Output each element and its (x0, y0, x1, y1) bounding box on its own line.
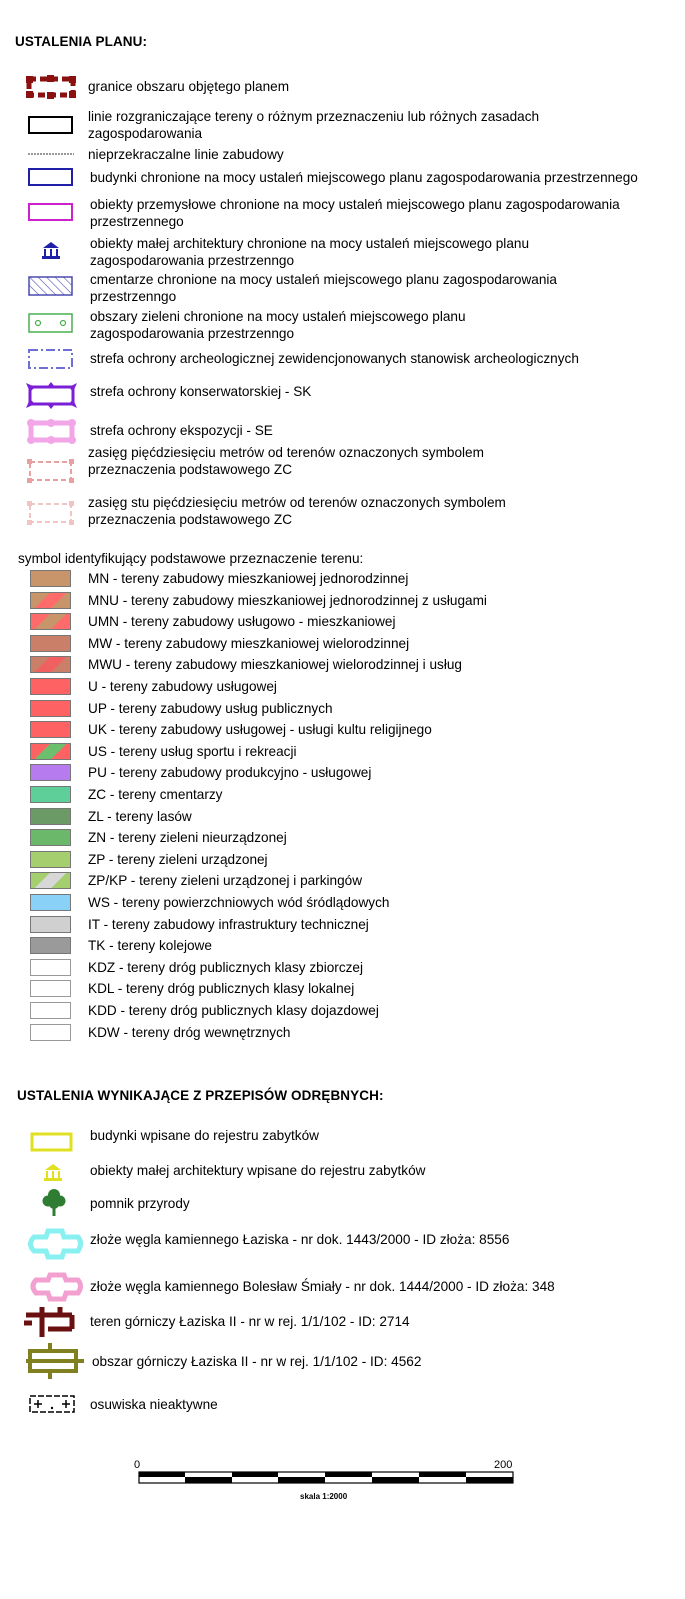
zone-swatch (30, 743, 71, 760)
zone-swatch (30, 916, 71, 933)
scale-start: 0 (134, 1459, 141, 1471)
legend-label: granice obszaru objętego planem (88, 79, 290, 94)
legend-label: linie rozgraniczające tereny o różnym przeznaczeniu lub różnych zasadach (88, 109, 540, 124)
zone-label: KDD - tereny dróg publicznych klasy dojazdowej (88, 1003, 379, 1018)
legend-label: teren górniczy Łaziska II - nr w rej. 1/1/102 - ID: 2714 (90, 1314, 410, 1329)
plan-heading: USTALENIA PLANU: (15, 34, 148, 49)
zone-label: MN - tereny zabudowy mieszkaniowej jednorodzinnej (88, 571, 409, 586)
zone-label: IT - tereny zabudowy infrastruktury technicznej (88, 917, 369, 932)
zc-50m-range-symbol (26, 458, 76, 484)
zone-swatch (30, 700, 71, 717)
conservation-zone-symbol (24, 381, 80, 411)
legend-label: cmentarze chronione na mocy ustaleń miejscowego planu zagospodarowania (90, 272, 557, 287)
exposure-zone-symbol (24, 417, 80, 447)
zone-label: US - tereny usług sportu i rekreacji (88, 744, 297, 759)
zone-swatch (30, 894, 71, 911)
zone-label: ZP - tereny zieleni urządzonej (88, 852, 268, 867)
legend-label-cont: zagospodarowania (88, 126, 203, 141)
scale-end: 200 (494, 1459, 513, 1471)
zone-label: UP - tereny zabudowy usług publicznych (88, 701, 333, 716)
other-heading: USTALENIA WYNIKAJĄCE Z PRZEPISÓW ODRĘBNYCH: (17, 1088, 384, 1103)
zone-label: PU - tereny zabudowy produkcyjno - usługowej (88, 765, 372, 780)
plan-boundary-symbol (24, 74, 78, 100)
zone-swatch (30, 872, 71, 889)
legend-label: budynki wpisane do rejestru zabytków (90, 1128, 319, 1143)
zone-label: KDW - tereny dróg wewnętrznych (88, 1025, 291, 1040)
coal-deposit-boleslaw-symbol (26, 1271, 86, 1305)
zone-swatch (30, 937, 71, 954)
zone-swatch (30, 980, 71, 997)
legend-label: obszar górniczy Łaziska II - nr w rej. 1/1/102 - ID: 4562 (92, 1354, 422, 1369)
zone-swatch (30, 808, 71, 825)
zone-label: KDZ - tereny dróg publicznych klasy zbiorczej (88, 960, 364, 975)
mining-area-symbol (22, 1303, 82, 1339)
zone-label: ZL - tereny lasów (88, 809, 192, 824)
legend-label: budynki chronione na mocy ustaleń miejscowego planu zagospodarowania przestrzennego (90, 170, 638, 185)
legend-label: obiekty małej architektury chronione na mocy ustaleń miejscowego planu (90, 236, 530, 251)
industrial-object-symbol (28, 203, 74, 223)
zone-label: KDL - tereny dróg publicznych klasy lokalnej (88, 981, 355, 996)
zone-swatch (30, 721, 71, 738)
legend-label-cont: zagospodarowania przestrzenngo (90, 326, 295, 341)
zone-label: MNU - tereny zabudowy mieszkaniowej jednorodzinnej z usługami (88, 593, 487, 608)
zone-swatch (30, 570, 71, 587)
cemetery-hatch-symbol (28, 276, 74, 298)
legend-label: obiekty małej architektury wpisane do rejestru zabytków (90, 1163, 426, 1178)
zone-swatch (30, 592, 71, 609)
zc-150m-range-symbol (26, 500, 76, 526)
zone-swatch (30, 656, 71, 673)
small-architecture-icon (40, 240, 62, 262)
zone-label: ZP/KP - tereny zieleni urządzonej i parkingów (88, 873, 363, 888)
coal-deposit-laziska-symbol (24, 1227, 86, 1263)
zone-swatch (30, 851, 71, 868)
scale-bar (138, 1471, 516, 1485)
landslide-symbol (28, 1393, 78, 1417)
registered-small-architecture-icon (42, 1162, 64, 1186)
legend-label-cont: przeznaczenia podstawowego ZC (88, 462, 293, 477)
legend-label: strefa ochrony konserwatorskiej - SK (90, 384, 312, 399)
legend-label: zasięg pięćdziesięciu metrów od terenów oznaczonych symbolem (88, 445, 484, 460)
legend-label: osuwiska nieaktywne (90, 1397, 218, 1412)
legend-label: strefa ochrony ekspozycji - SE (90, 423, 273, 438)
tree-icon (42, 1188, 66, 1218)
zone-label: MWU - tereny zabudowy mieszkaniowej wielorodzinnej i usług (88, 657, 462, 672)
zone-label: UMN - tereny zabudowy usługowo - mieszkaniowej (88, 614, 396, 629)
symbol-heading: symbol identyfikujący podstawowe przeznaczenie terenu: (18, 551, 364, 566)
zone-label: ZC - tereny cmentarzy (88, 787, 223, 802)
legend-label: zasięg stu pięćdziesięciu metrów od terenów oznaczonych symbolem (88, 495, 506, 510)
legend-label: obszary zieleni chronione na mocy ustaleń miejscowego planu (90, 309, 466, 324)
legend-label: strefa ochrony archeologicznej zewidencjonowanych stanowisk archeologicznych (90, 351, 579, 366)
scale-caption: skala 1:2000 (300, 1492, 348, 1501)
dividing-lines-symbol (28, 116, 74, 136)
zone-swatch (30, 1002, 71, 1019)
legend-label: złoże węgla kamiennego Łaziska - nr dok. 1443/2000 - ID złoża: 8556 (90, 1232, 510, 1247)
zone-swatch (30, 635, 71, 652)
legend-label-cont: zagospodarowania przestrzenngo (90, 253, 295, 268)
zone-label: WS - tereny powierzchniowych wód śródlądowych (88, 895, 390, 910)
legend-label-cont: przeznaczenia podstawowego ZC (88, 512, 293, 527)
protected-building-symbol (28, 168, 74, 188)
legend-label-cont: przestrzennego (90, 214, 184, 229)
zone-label: U - tereny zabudowy usługowej (88, 679, 277, 694)
zone-swatch (30, 959, 71, 976)
archaeological-zone-symbol (28, 349, 74, 371)
registered-building-symbol (30, 1132, 74, 1154)
legend-label: obiekty przemysłowe chronione na mocy ustaleń miejscowego planu zagospodarowania (90, 197, 620, 212)
mining-region-symbol (20, 1341, 90, 1381)
zone-swatch (30, 829, 71, 846)
zone-label: MW - tereny zabudowy mieszkaniowej wielorodzinnej (88, 636, 410, 651)
zone-swatch (30, 786, 71, 803)
zone-swatch (30, 764, 71, 781)
legend-label-cont: przestrzenngo (90, 289, 177, 304)
zone-swatch (30, 613, 71, 630)
zone-swatch (30, 678, 71, 695)
zone-swatch (30, 1024, 71, 1041)
building-line-symbol (28, 150, 76, 158)
legend-label: pomnik przyrody (90, 1196, 190, 1211)
legend-label: nieprzekraczalne linie zabudowy (88, 147, 284, 162)
green-area-symbol (28, 313, 74, 335)
zone-label: TK - tereny kolejowe (88, 938, 212, 953)
zone-label: UK - tereny zabudowy usługowej - usługi kultu religijnego (88, 722, 432, 737)
legend-label: złoże węgla kamiennego Bolesław Śmiały - nr dok. 1444/2000 - ID złoża: 348 (90, 1279, 555, 1294)
zone-label: ZN - tereny zieleni nieurządzonej (88, 830, 287, 845)
